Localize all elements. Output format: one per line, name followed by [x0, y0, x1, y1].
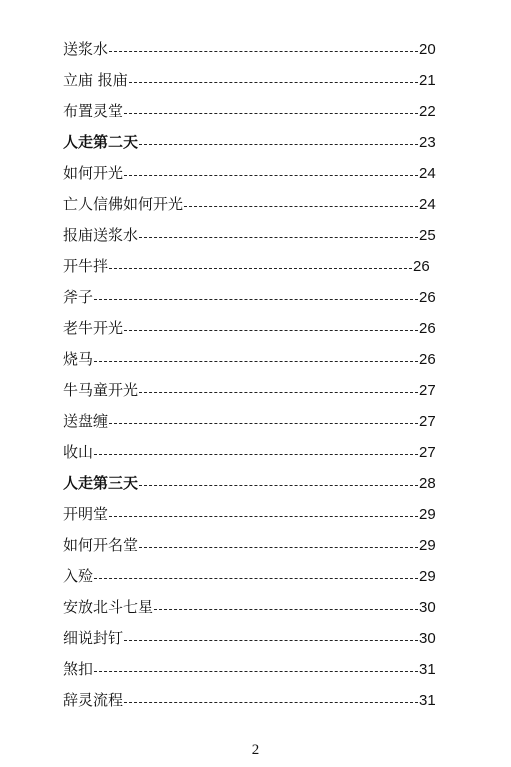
toc-entry-title: 送浆水: [63, 40, 109, 58]
toc-leader-dashes: [139, 485, 418, 486]
toc-leader-dashes: [139, 144, 418, 145]
toc-entry-page: 31: [419, 692, 436, 709]
toc-entry: [63, 34, 443, 65]
toc-leader-dashes: [109, 423, 418, 424]
toc-leader-dashes: [124, 113, 418, 114]
toc-entry-page: 30: [419, 599, 436, 616]
toc-entry: [63, 313, 443, 344]
toc-entry-page: 26: [413, 258, 430, 275]
toc-entry-title: 煞扣: [63, 660, 94, 678]
toc-entry: [63, 344, 443, 375]
toc-entry-title: 老牛开光: [63, 319, 124, 337]
toc-entry: [63, 437, 443, 468]
toc-entry-page: 27: [419, 444, 436, 461]
toc-entry-page: 29: [419, 568, 436, 585]
toc-entry-page: 20: [419, 41, 436, 58]
toc-entry: [63, 158, 443, 189]
toc-leader-dashes: [124, 175, 418, 176]
toc-leader-dashes: [109, 516, 418, 517]
toc-entry: [63, 561, 443, 592]
toc-entry-title: 送盘缠: [63, 412, 109, 430]
toc-entry-page: 30: [419, 630, 436, 647]
toc-entry-title: 布置灵堂: [63, 102, 124, 120]
toc-entry-title: 斧子: [63, 288, 94, 306]
toc-entry: [63, 406, 443, 437]
toc-entry-page: 28: [419, 475, 436, 492]
toc-entry-title: 细说封钉: [63, 629, 124, 647]
toc-leader-dashes: [109, 51, 418, 52]
toc-leader-dashes: [124, 330, 418, 331]
toc-entry-page: 24: [419, 165, 436, 182]
toc-entry-page: 29: [419, 537, 436, 554]
toc-leader-dashes: [94, 454, 418, 455]
toc-entry-page: 27: [419, 382, 436, 399]
toc-entry: [63, 282, 443, 313]
toc-entry-title: 如何开名堂: [63, 536, 139, 554]
toc-entry-page: 31: [419, 661, 436, 678]
toc-entry: [63, 685, 443, 716]
toc-leader-dashes: [139, 547, 418, 548]
table-of-contents: [63, 34, 443, 716]
toc-entry-title: 辞灵流程: [63, 691, 124, 709]
toc-entry-title: 收山: [63, 443, 94, 461]
toc-entry: [63, 530, 443, 561]
toc-entry-title: 安放北斗七星: [63, 598, 154, 616]
toc-entry-title: 入殓: [63, 567, 94, 585]
toc-leader-dashes: [139, 392, 418, 393]
toc-entry-page: 26: [419, 320, 436, 337]
toc-leader-dashes: [124, 640, 418, 641]
toc-leader-dashes: [129, 82, 418, 83]
toc-entry: [63, 499, 443, 530]
toc-entry-page: 22: [419, 103, 436, 120]
page-number: 2: [251, 742, 260, 758]
toc-entry-title: 烧马: [63, 350, 94, 368]
toc-leader-dashes: [124, 702, 418, 703]
toc-entry-title: 如何开光: [63, 164, 124, 182]
toc-entry: [63, 127, 443, 158]
toc-entry-page: 29: [419, 506, 436, 523]
toc-entry-title: 立庙 报庙: [63, 71, 128, 89]
toc-entry-page: 26: [419, 351, 436, 368]
toc-leader-dashes: [109, 268, 412, 269]
toc-leader-dashes: [184, 206, 418, 207]
toc-leader-dashes: [94, 299, 418, 300]
toc-leader-dashes: [94, 671, 418, 672]
toc-entry: [63, 654, 443, 685]
toc-entry-page: 26: [419, 289, 436, 306]
toc-leader-dashes: [94, 361, 418, 362]
toc-entry: [63, 189, 443, 220]
toc-entry-title: 人走第二天: [63, 133, 139, 151]
toc-entry: [63, 220, 443, 251]
toc-entry: [63, 623, 443, 654]
toc-entry: [63, 375, 443, 406]
toc-entry: [63, 251, 443, 282]
toc-leader-dashes: [139, 237, 418, 238]
toc-entry-page: 25: [419, 227, 436, 244]
toc-leader-dashes: [154, 609, 418, 610]
toc-entry-title: 开明堂: [63, 505, 109, 523]
toc-entry: [63, 65, 443, 96]
toc-entry-page: 24: [419, 196, 436, 213]
toc-entry-page: 21: [419, 72, 436, 89]
toc-entry-page: 27: [419, 413, 436, 430]
toc-entry-title: 报庙送浆水: [63, 226, 139, 244]
toc-entry-page: 23: [419, 134, 436, 151]
toc-entry: [63, 468, 443, 499]
toc-entry-title: 牛马童开光: [63, 381, 139, 399]
toc-entry: [63, 592, 443, 623]
toc-entry: [63, 96, 443, 127]
toc-entry-title: 亡人信佛如何开光: [63, 195, 184, 213]
toc-leader-dashes: [94, 578, 418, 579]
toc-entry-title: 人走第三天: [63, 474, 139, 492]
toc-entry-title: 开牛拌: [63, 257, 109, 275]
